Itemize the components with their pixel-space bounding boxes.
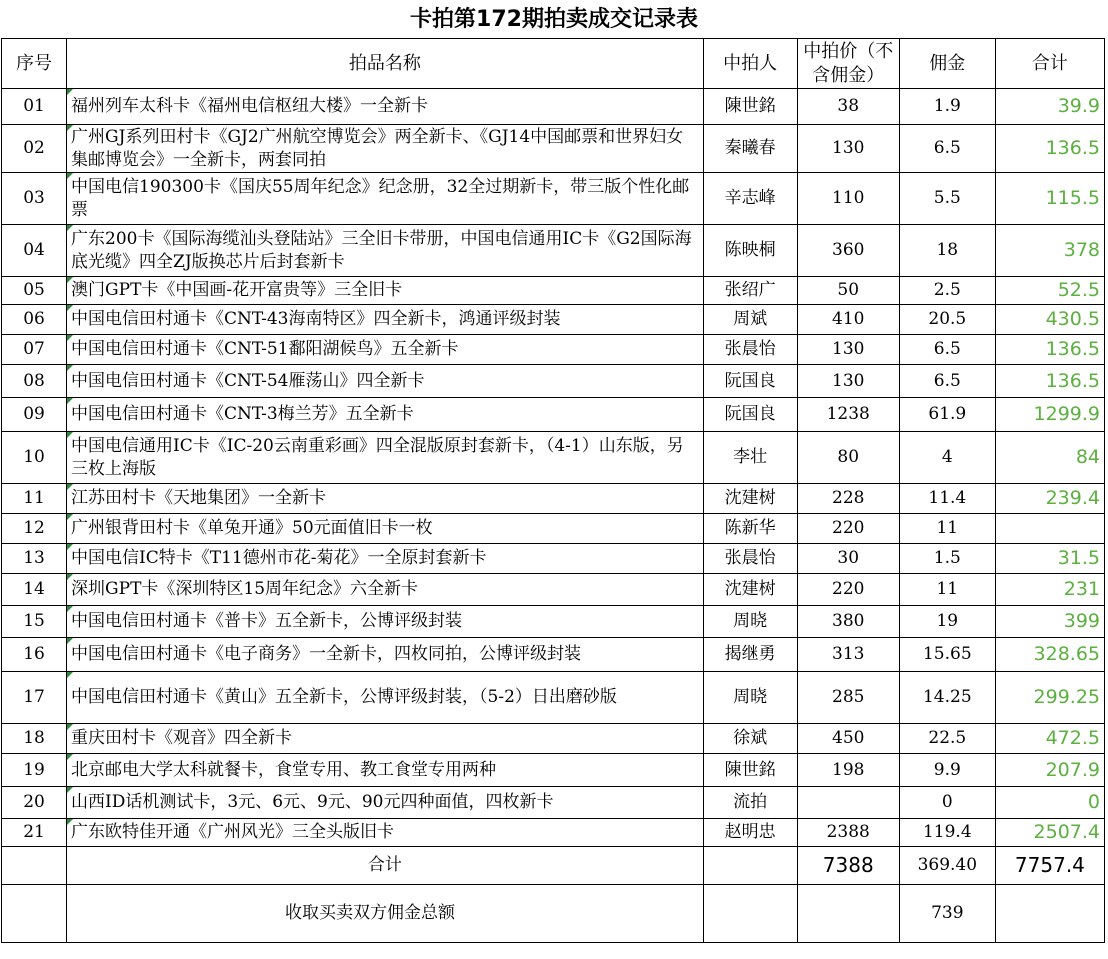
row-total <box>995 514 1104 544</box>
commission-total-label: 收取买卖双方佣金总额 <box>67 885 704 943</box>
row-buyer: 徐斌 <box>703 724 797 754</box>
commission-total-buyer <box>703 885 797 943</box>
row-buyer: 陈映桐 <box>703 225 797 277</box>
row-item-name: 中国电信通用IC卡《IC-20云南重彩画》四全混版原封套新卡，（4-1）山东版，另三枚上海版 <box>67 432 704 484</box>
row-hammer-price: 38 <box>797 89 899 125</box>
header-row <box>2 39 1105 89</box>
table-row <box>2 574 1105 606</box>
row-hammer-price: 410 <box>797 305 899 335</box>
row-buyer: 张绍广 <box>703 277 797 305</box>
row-buyer: 阮国良 <box>703 398 797 432</box>
row-commission: 6.5 <box>899 335 995 365</box>
row-total: 328.65 <box>995 638 1104 672</box>
row-item-name: 广东200卡《国际海缆汕头登陆站》三全旧卡带册，中国电信通用IC卡《G2国际海底光缆》四全ZJ版换芯片后封套新卡 <box>67 225 704 277</box>
row-seq: 11 <box>2 484 67 514</box>
table-row <box>2 606 1105 638</box>
header-seq: 序号 <box>2 39 67 89</box>
row-commission: 11 <box>899 514 995 544</box>
table-row <box>2 125 1105 173</box>
row-hammer-price: 285 <box>797 672 899 724</box>
row-commission: 15.65 <box>899 638 995 672</box>
table-row <box>2 754 1105 787</box>
row-seq: 21 <box>2 819 67 847</box>
row-hammer-price: 450 <box>797 724 899 754</box>
row-item-name: 澳门GPT卡《中国画-花开富贵等》三全旧卡 <box>67 277 704 305</box>
row-buyer: 赵明忠 <box>703 819 797 847</box>
row-item-name: 江苏田村卡《天地集团》一全新卡 <box>67 484 704 514</box>
row-hammer-price: 2388 <box>797 819 899 847</box>
row-total: 207.9 <box>995 754 1104 787</box>
row-buyer: 周斌 <box>703 305 797 335</box>
row-total: 378 <box>995 225 1104 277</box>
table-row <box>2 89 1105 125</box>
table-row <box>2 173 1105 225</box>
row-seq: 04 <box>2 225 67 277</box>
row-total: 0 <box>995 787 1104 819</box>
row-commission: 61.9 <box>899 398 995 432</box>
row-buyer: 周晓 <box>703 606 797 638</box>
row-commission: 119.4 <box>899 819 995 847</box>
table-row <box>2 398 1105 432</box>
row-total: 136.5 <box>995 125 1104 173</box>
row-commission: 14.25 <box>899 672 995 724</box>
row-seq: 09 <box>2 398 67 432</box>
row-seq: 12 <box>2 514 67 544</box>
row-item-name: 中国电信田村通卡《普卡》五全新卡，公博评级封装 <box>67 606 704 638</box>
row-total: 136.5 <box>995 365 1104 398</box>
row-item-name: 中国电信IC特卡《T11德州市花-菊花》一全原封套新卡 <box>67 544 704 574</box>
row-total: 239.4 <box>995 484 1104 514</box>
commission-total-value: 739 <box>899 885 995 943</box>
table-row <box>2 787 1105 819</box>
totals-total: 7757.4 <box>995 847 1104 885</box>
row-hammer-price: 228 <box>797 484 899 514</box>
row-total: 472.5 <box>995 724 1104 754</box>
row-item-name: 中国电信田村通卡《电子商务》一全新卡，四枚同拍，公博评级封装 <box>67 638 704 672</box>
row-item-name: 山西ID话机测试卡，3元、6元、9元、90元四种面值，四枚新卡 <box>67 787 704 819</box>
row-hammer-price: 130 <box>797 335 899 365</box>
row-item-name: 中国电信田村通卡《黄山》五全新卡，公博评级封装，（5-2）日出磨砂版 <box>67 672 704 724</box>
row-hammer-price <box>797 787 899 819</box>
row-commission: 9.9 <box>899 754 995 787</box>
row-seq: 06 <box>2 305 67 335</box>
table-row <box>2 432 1105 484</box>
row-buyer: 阮国良 <box>703 365 797 398</box>
row-hammer-price: 130 <box>797 365 899 398</box>
table-row <box>2 365 1105 398</box>
row-hammer-price: 110 <box>797 173 899 225</box>
totals-row <box>2 847 1105 885</box>
row-seq: 20 <box>2 787 67 819</box>
commission-total-seq <box>2 885 67 943</box>
header-buyer: 中拍人 <box>703 39 797 89</box>
header-total: 合计 <box>995 39 1104 89</box>
row-buyer: 沈建树 <box>703 484 797 514</box>
row-commission: 5.5 <box>899 173 995 225</box>
row-item-name: 重庆田村卡《观音》四全新卡 <box>67 724 704 754</box>
row-seq: 16 <box>2 638 67 672</box>
table-row <box>2 225 1105 277</box>
table-row <box>2 724 1105 754</box>
row-commission: 1.9 <box>899 89 995 125</box>
row-buyer: 陈新华 <box>703 514 797 544</box>
page-title: 卡拍第172期拍卖成交记录表 <box>410 7 698 32</box>
row-hammer-price: 380 <box>797 606 899 638</box>
row-hammer-price: 360 <box>797 225 899 277</box>
row-hammer-price: 313 <box>797 638 899 672</box>
row-hammer-price: 220 <box>797 574 899 606</box>
totals-commission: 369.40 <box>899 847 995 885</box>
row-total: 430.5 <box>995 305 1104 335</box>
row-item-name: 中国电信田村通卡《CNT-43海南特区》四全新卡，鸿通评级封装 <box>67 305 704 335</box>
table-row <box>2 514 1105 544</box>
row-buyer: 秦曦春 <box>703 125 797 173</box>
row-commission: 2.5 <box>899 277 995 305</box>
row-buyer: 陳世銘 <box>703 89 797 125</box>
row-item-name: 中国电信190300卡《国庆55周年纪念》纪念册，32全过期新卡，带三版个性化邮票 <box>67 173 704 225</box>
row-commission: 19 <box>899 606 995 638</box>
row-hammer-price: 220 <box>797 514 899 544</box>
row-total: 31.5 <box>995 544 1104 574</box>
row-seq: 19 <box>2 754 67 787</box>
row-buyer: 张晨怡 <box>703 544 797 574</box>
row-seq: 15 <box>2 606 67 638</box>
row-commission: 18 <box>899 225 995 277</box>
row-buyer: 陳世銘 <box>703 754 797 787</box>
row-item-name: 广东欧特佳开通《广州风光》三全头版旧卡 <box>67 819 704 847</box>
row-seq: 13 <box>2 544 67 574</box>
row-seq: 14 <box>2 574 67 606</box>
row-item-name: 广州GJ系列田村卡《GJ2广州航空博览会》两全新卡、《GJ14中国邮票和世界妇女集邮博览会》一全新卡，两套同拍 <box>67 125 704 173</box>
row-seq: 05 <box>2 277 67 305</box>
header-hammer-price: 中拍价（不含佣金） <box>797 39 899 89</box>
row-seq: 17 <box>2 672 67 724</box>
totals-label: 合计 <box>67 847 704 885</box>
row-hammer-price: 198 <box>797 754 899 787</box>
row-seq: 03 <box>2 173 67 225</box>
row-total: 39.9 <box>995 89 1104 125</box>
row-buyer: 李壮 <box>703 432 797 484</box>
table-row <box>2 638 1105 672</box>
row-buyer: 流拍 <box>703 787 797 819</box>
row-hammer-price: 80 <box>797 432 899 484</box>
row-seq: 08 <box>2 365 67 398</box>
row-hammer-price: 1238 <box>797 398 899 432</box>
row-buyer: 周晓 <box>703 672 797 724</box>
table-row <box>2 484 1105 514</box>
table-row <box>2 305 1105 335</box>
row-commission: 0 <box>899 787 995 819</box>
table-row <box>2 672 1105 724</box>
totals-seq <box>2 847 67 885</box>
row-buyer: 张晨怡 <box>703 335 797 365</box>
row-commission: 6.5 <box>899 125 995 173</box>
header-item-name: 拍品名称 <box>67 39 704 89</box>
row-commission: 11.4 <box>899 484 995 514</box>
row-item-name: 中国电信田村通卡《CNT-54雁荡山》四全新卡 <box>67 365 704 398</box>
row-item-name: 北京邮电大学太科就餐卡，食堂专用、教工食堂专用两种 <box>67 754 704 787</box>
row-item-name: 广州银背田村卡《单兔开通》50元面值旧卡一枚 <box>67 514 704 544</box>
commission-total-total <box>995 885 1104 943</box>
row-total: 52.5 <box>995 277 1104 305</box>
totals-buyer <box>703 847 797 885</box>
row-item-name: 中国电信田村通卡《CNT-3梅兰芳》五全新卡 <box>67 398 704 432</box>
row-hammer-price: 50 <box>797 277 899 305</box>
row-total: 231 <box>995 574 1104 606</box>
row-item-name: 中国电信田村通卡《CNT-51鄱阳湖候鸟》五全新卡 <box>67 335 704 365</box>
row-commission: 1.5 <box>899 544 995 574</box>
row-seq: 07 <box>2 335 67 365</box>
row-commission: 4 <box>899 432 995 484</box>
row-buyer: 辛志峰 <box>703 173 797 225</box>
row-commission: 11 <box>899 574 995 606</box>
table-row <box>2 819 1105 847</box>
row-commission: 20.5 <box>899 305 995 335</box>
row-total: 84 <box>995 432 1104 484</box>
row-total: 299.25 <box>995 672 1104 724</box>
table-row <box>2 544 1105 574</box>
totals-hammer-price: 7388 <box>797 847 899 885</box>
commission-total-price <box>797 885 899 943</box>
row-total: 1299.9 <box>995 398 1104 432</box>
row-total: 136.5 <box>995 335 1104 365</box>
row-item-name: 深圳GPT卡《深圳特区15周年纪念》六全新卡 <box>67 574 704 606</box>
table-row <box>2 277 1105 305</box>
row-total: 399 <box>995 606 1104 638</box>
row-total: 115.5 <box>995 173 1104 225</box>
row-buyer: 揭继勇 <box>703 638 797 672</box>
row-commission: 6.5 <box>899 365 995 398</box>
row-hammer-price: 30 <box>797 544 899 574</box>
row-total: 2507.4 <box>995 819 1104 847</box>
row-hammer-price: 130 <box>797 125 899 173</box>
auction-results-table <box>1 38 1105 943</box>
row-commission: 22.5 <box>899 724 995 754</box>
row-item-name: 福州列车太科卡《福州电信枢纽大楼》一全新卡 <box>67 89 704 125</box>
commission-total-row <box>2 885 1105 943</box>
row-seq: 18 <box>2 724 67 754</box>
table-row <box>2 335 1105 365</box>
row-buyer: 沈建树 <box>703 574 797 606</box>
row-seq: 02 <box>2 125 67 173</box>
row-seq: 10 <box>2 432 67 484</box>
row-seq: 01 <box>2 89 67 125</box>
header-commission: 佣金 <box>899 39 995 89</box>
